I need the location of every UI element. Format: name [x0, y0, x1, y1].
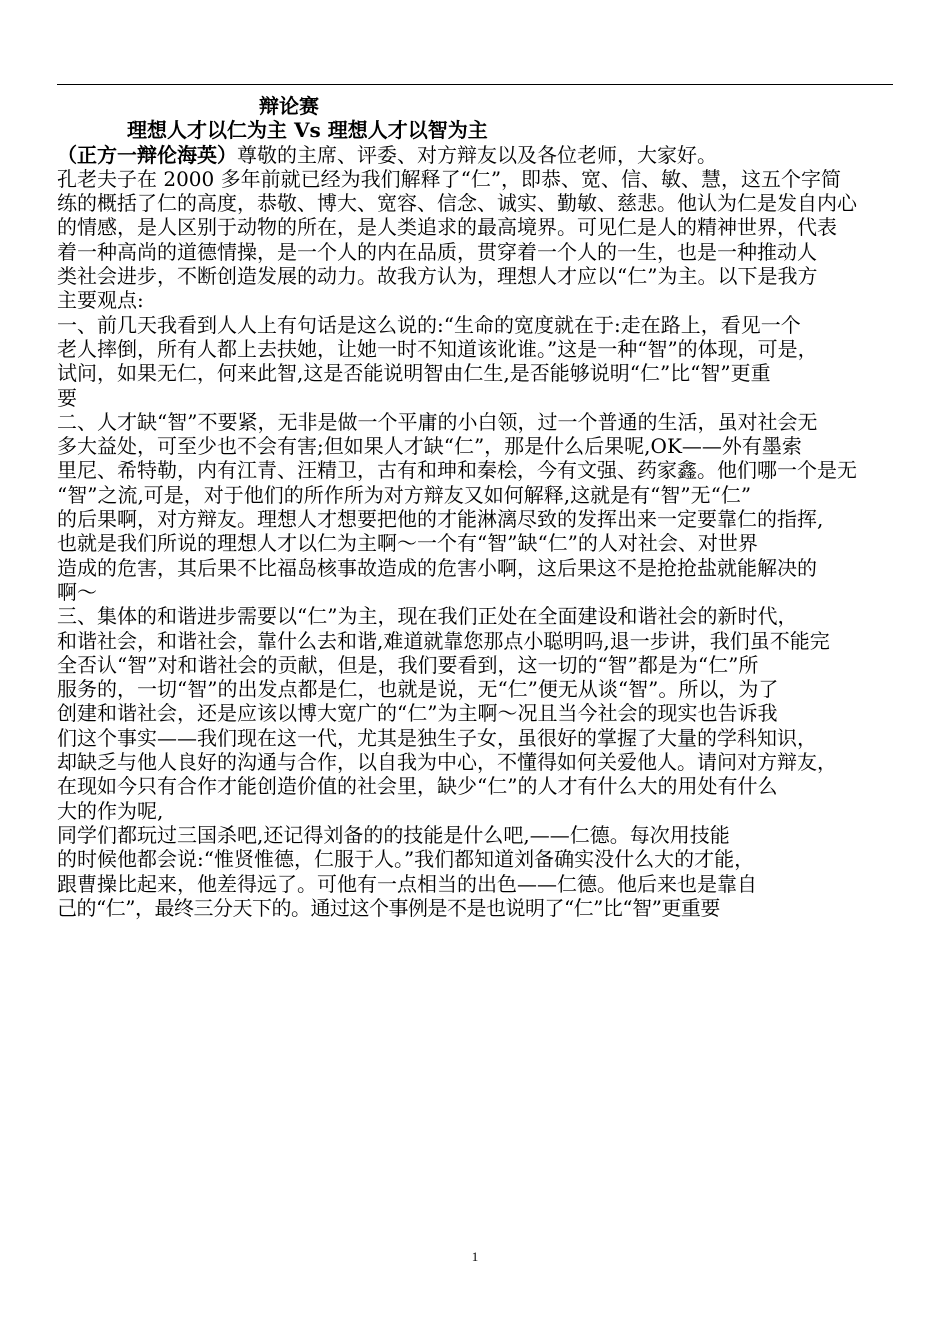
paragraph-line: 的情感，是人区别于动物的所在，是人类追求的最高境界。可见仁是人的精神世界，代表 [57, 215, 837, 240]
paragraph-line: 孔老夫子在 2000 多年前就已经为我们解释了“仁”，即恭、宽、信、敏、慧，这五个字简 [57, 166, 842, 191]
opening-line [57, 143, 897, 167]
paragraph-line: 的时候他都会说:“惟贤惟德，仁服于人。”我们都知道刘备确实没什么大的才能， [57, 847, 755, 872]
paragraph-line: 却缺乏与他人良好的沟通与合作，以自我为中心，不懂得如何关爱他人。请问对方辩友， [57, 750, 837, 775]
paragraph-line: 啊～ [57, 579, 97, 604]
paragraph-line: 三、集体的和谐进步需要以“仁”为主，现在我们正处在全面建设和谐社会的新时代， [57, 604, 798, 629]
paragraph-line: “智”之流,可是，对于他们的所作所为对方辩友又如何解释,这就是有“智”无“仁” [57, 482, 752, 507]
paragraph-line: 练的概括了仁的高度，恭敬、博大、宽容、信念、诚实、勤敏、慈悲。他认为仁是发自内心 [57, 191, 857, 216]
paragraph-line: 在现如今只有合作才能创造价值的社会里，缺少“仁”的人才有什么大的用处有什么 [57, 774, 778, 799]
paragraph-line: 们这个事实——我们现在这一代，尤其是独生子女，虽很好的掌握了大量的学科知识， [57, 725, 817, 750]
page-number: 1 [471, 1249, 479, 1264]
opening-greeting: 尊敬的主席、评委、对方辩友以及各位老师，大家好。 [237, 142, 717, 167]
paragraph-line: 类社会进步，不断创造发展的动力。故我方认为，理想人才应以“仁”为主。以下是我方 [57, 264, 818, 289]
speaker-label: （正方一辩伦海英） [57, 142, 237, 167]
paragraph-line: 试问，如果无仁，何来此智,这是否能说明智由仁生,是否能够说明“仁”比“智”更重 [57, 361, 771, 386]
paragraph-line: 同学们都玩过三国杀吧,还记得刘备的的技能是什么吧,——仁德。每次用技能 [57, 822, 730, 847]
paragraph-line: 主要观点: [57, 288, 144, 313]
paragraph-line: 一、前几天我看到人人上有句话是这么说的:“生命的宽度就在于:走在路上，看见一个 [57, 312, 801, 337]
paragraph-line: 的后果啊，对方辩友。理想人才想要把他的才能淋漓尽致的发挥出来一定要靠仁的指挥, [57, 507, 824, 532]
debate-motion: 理想人才以仁为主 Vs 理想人才以智为主 [127, 118, 488, 143]
paragraph-line: 创建和谐社会，还是应该以博大宽广的“仁”为主啊～况且当今社会的现实也告诉我 [57, 701, 778, 726]
document-body [57, 94, 897, 920]
header-rule [57, 84, 893, 85]
paragraph-line: 老人摔倒，所有人都上去扶她，让她一时不知道该讹谁。”这是一种“智”的体现，可是， [57, 336, 818, 361]
paragraph-line: 二、人才缺“智”不要紧，无非是做一个平庸的小白领，过一个普通的生活，虽对社会无 [57, 409, 818, 434]
paragraph-line: 跟曹操比起来，他差得远了。可他有一点相当的出色——仁德。他后来也是靠自 [57, 871, 757, 896]
paragraph-line: 全否认“智”对和谐社会的贡献，但是，我们要看到，这一切的“智”都是为“仁”所 [57, 652, 759, 677]
paragraph-line: 和谐社会，和谐社会，靠什么去和谐,难道就靠您那点小聪明吗,退一步讲，我们虽不能完 [57, 628, 830, 653]
paragraph-line: 要 [57, 385, 77, 410]
paragraph-line: 大的作为呢, [57, 798, 164, 823]
paragraph-line: 多大益处，可至少也不会有害;但如果人才缺“仁”，那是什么后果呢,OK——外有墨索 [57, 434, 802, 459]
paragraph-line: 服务的，一切“智”的出发点都是仁，也就是说，无“仁”便无从谈“智”。所以，为了 [57, 677, 779, 702]
paragraph-line: 己的“仁”，最终三分天下的。通过这个事例是不是也说明了“仁”比“智”更重要 [57, 895, 720, 920]
paragraph-line: 也就是我们所说的理想人才以仁为主啊～一个有“智”缺“仁”的人对社会、对世界 [57, 531, 758, 556]
paragraph-line: 着一种高尚的道德情操，是一个人的内在品质，贯穿着一个人的一生，也是一种推动人 [57, 239, 817, 264]
document-title: 辩论赛 [259, 94, 319, 118]
paragraph-line: 里尼、希特勒，内有江青、汪精卫，古有和珅和秦桧，今有文强、药家鑫。他们哪一个是无 [57, 458, 857, 483]
paragraph-line: 造成的危害，其后果不比福岛核事故造成的危害小啊，这后果这不是抢抢盐就能解决的 [57, 555, 817, 580]
